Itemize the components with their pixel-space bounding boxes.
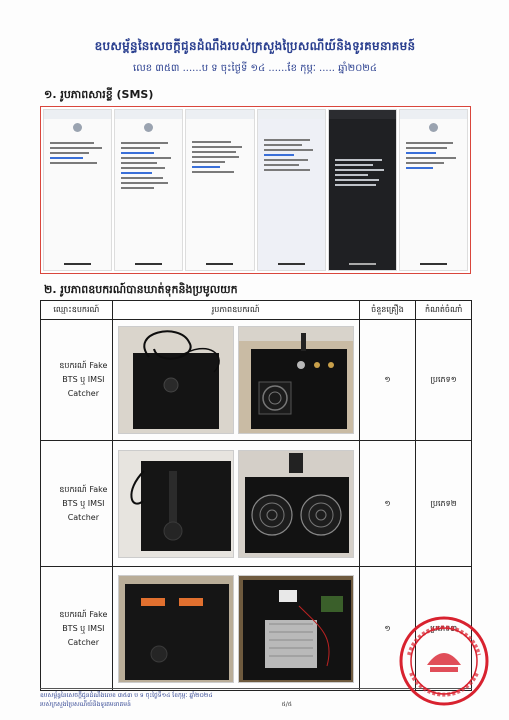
device-photo-cell — [112, 567, 359, 691]
note-cell: ប្រភេទ២ — [416, 441, 472, 567]
device-photo-case-internals — [238, 575, 354, 683]
device-name-cell: ឧបករណ៍ Fake BTS ឬ IMSI Catcher — [41, 567, 113, 691]
quantity-cell: ១ — [359, 441, 416, 567]
sms-screenshot-2 — [114, 109, 183, 271]
sms-screenshot-3 — [185, 109, 254, 271]
quantity-cell: ១ — [359, 567, 416, 691]
quantity-cell: ១ — [359, 320, 416, 441]
official-seal-icon — [397, 615, 491, 707]
header-reference: លេខ ៣៥៣ ......ប ទ ចុះថ្ងៃទី ១៤ ......ខែ កុម្ភៈ ..... ឆ្នាំ២០២៤ — [133, 63, 377, 74]
sms-screenshots-strip — [40, 106, 471, 274]
table-header-row — [41, 301, 472, 320]
device-photo-box-dual-fan — [238, 450, 354, 558]
note-cell: ប្រភេទ៣ — [416, 567, 472, 691]
device-photo-cell — [112, 320, 359, 441]
table-row — [41, 441, 472, 567]
header-title: ឧបសម្ព័ន្ធនៃសេចក្តីជូនដំណឹងរបស់ក្រសួងប្រៃសណីយ៍និងទូរគមនាគមន៍ — [94, 39, 416, 53]
page-number: ៥/៥ — [281, 701, 292, 708]
device-photo-cell — [112, 441, 359, 567]
table-row — [41, 320, 472, 441]
sms-screenshot-6 — [399, 109, 468, 271]
sms-screenshot-1 — [43, 109, 112, 271]
footer-line-2: របស់ក្រសួងប្រៃសណីយ៍និងទូរគមនាគមន៍ — [40, 701, 131, 708]
device-name-cell: ឧបករណ៍ Fake BTS ឬ IMSI Catcher — [41, 320, 113, 441]
document-header — [40, 38, 470, 76]
sms-screenshot-4 — [257, 109, 326, 271]
device-photo-case-open — [118, 575, 234, 683]
device-name-cell: ឧបករណ៍ Fake BTS ឬ IMSI Catcher — [41, 441, 113, 567]
sms-screenshot-5 — [328, 109, 397, 271]
device-photo-box-fan — [238, 326, 354, 434]
header-device-photo: រូបភាពឧបករណ៍ — [112, 301, 359, 320]
device-photo-antenna-panel — [118, 450, 234, 558]
header-quantity: ចំនួនគ្រឿង — [359, 301, 416, 320]
header-device-name: ឈ្មោះឧបករណ៍ — [41, 301, 113, 320]
device-photo-antenna-panel — [118, 326, 234, 434]
section-1-title: ១. រូបភាពសារខ្លី (SMS) — [44, 88, 154, 101]
header-note: កំណត់ចំណាំ — [416, 301, 472, 320]
section-2-title: ២. រូបភាពឧបករណ៍បានឃាត់ទុកនិងប្រមូលយក — [44, 283, 238, 296]
footer-line-1: ឧបសម្ព័ន្ធនៃសេចក្តីជូនដំណឹងលេខ ៣៥៣ ប ទ ចុះថ្ងៃទី១៤ ខែកុម្ភៈ ឆ្នាំ២០២៤ — [40, 692, 213, 699]
note-cell: ប្រភេទ១ — [416, 320, 472, 441]
